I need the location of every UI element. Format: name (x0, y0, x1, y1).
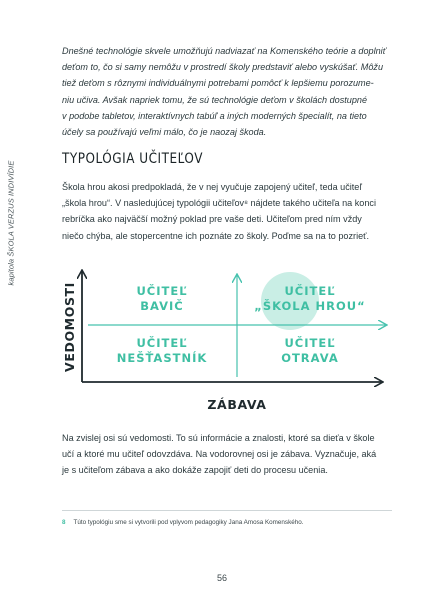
intro-line: v podobe tabletov, interaktívnych tabúľ a iných moderných špecialít, na tieto (62, 110, 367, 121)
paragraph-line: „škola hrou“. V nasledujúcej typológii učiteľov⁸ nájdete takého učiteľa na konci (62, 198, 376, 209)
typology-paragraph (62, 179, 392, 244)
quadrant-top-right-line1: UČITEĽ (284, 284, 336, 298)
intro-paragraph (62, 43, 392, 140)
quadrant-top-right-line2: „ŠKOLA HROU“ (254, 299, 366, 313)
chapter-label-text: kapitola ŠKOLA VERZUS INDIVÍDIE (6, 160, 16, 286)
intro-line: tiež deťom s rôznymi individuálnymi potrebami pomôcť k lepšiemu porozume- (62, 78, 374, 89)
intro-line: účely sa používajú veľmi málo, čo je naozaj škoda. (62, 127, 267, 138)
quadrant-bottom-right-line2: OTRAVA (281, 351, 339, 365)
footnote-number: 8 (62, 519, 66, 526)
paragraph-line: Na zvislej osi sú vedomosti. To sú informácie a znalosti, ktoré sa dieťa v škole (62, 433, 375, 443)
paragraph-line: rebríčka ako najväčší možný poklad pre vaše deti. Učiteľom pred ním vždy (62, 214, 362, 225)
quadrant-bottom-right-line1: UČITEĽ (284, 336, 336, 350)
quadrant-top-left-line2: BAVIČ (140, 299, 184, 313)
x-axis-label: ZÁBAVA (207, 397, 267, 412)
y-axis-label: VEDOMOSTI (62, 282, 77, 372)
intro-line: Dnešné technológie skvele umožňujú nadviazať na Komenského teórie a doplniť (62, 46, 386, 56)
teacher-typology-diagram (62, 265, 402, 425)
axes-explanation-paragraph (62, 430, 392, 479)
paragraph-line: niečo chýba, ale stopercentne ich poznáte zo školy. Poďme sa na to pozrieť. (62, 230, 370, 241)
intro-line: deťom to, čo si samy nemôžu v prostredí školy predstaviť alebo vyskúšať. Môžu (62, 62, 383, 73)
footnote (62, 519, 392, 526)
quadrant-bottom-left-line2: NEŠŤASTNÍK (116, 351, 208, 365)
footnote-divider (62, 510, 392, 511)
page-number: 56 (216, 573, 227, 583)
intro-line: niu učiva. Avšak napriek tomu, že sú technológie deťom v školách dostupné (62, 94, 368, 105)
paragraph-line: Škola hrou akosi predpokladá, že v nej vyučuje zapojený učiteľ, teda učiteľ (62, 182, 363, 192)
paragraph-line: je s učiteľom zábava a ako dokáže zapojiť deti do procesu učenia. (62, 465, 328, 476)
paragraph-line: učí a ktoré mu učiteľ odovzdáva. Na vodorovnej osi je zábava. Vyznačuje, aká (62, 449, 377, 460)
quadrant-bottom-left-line1: UČITEĽ (136, 336, 188, 350)
section-title: TYPOLÓGIA UČITEĽOV (62, 151, 203, 167)
quadrant-top-left-line1: UČITEĽ (136, 284, 188, 298)
chapter-side-label (3, 148, 19, 298)
footnote-text: Túto typológiu sme si vytvorili pod vplyvom pedagogiky Jana Amosa Komenského. (73, 519, 304, 526)
